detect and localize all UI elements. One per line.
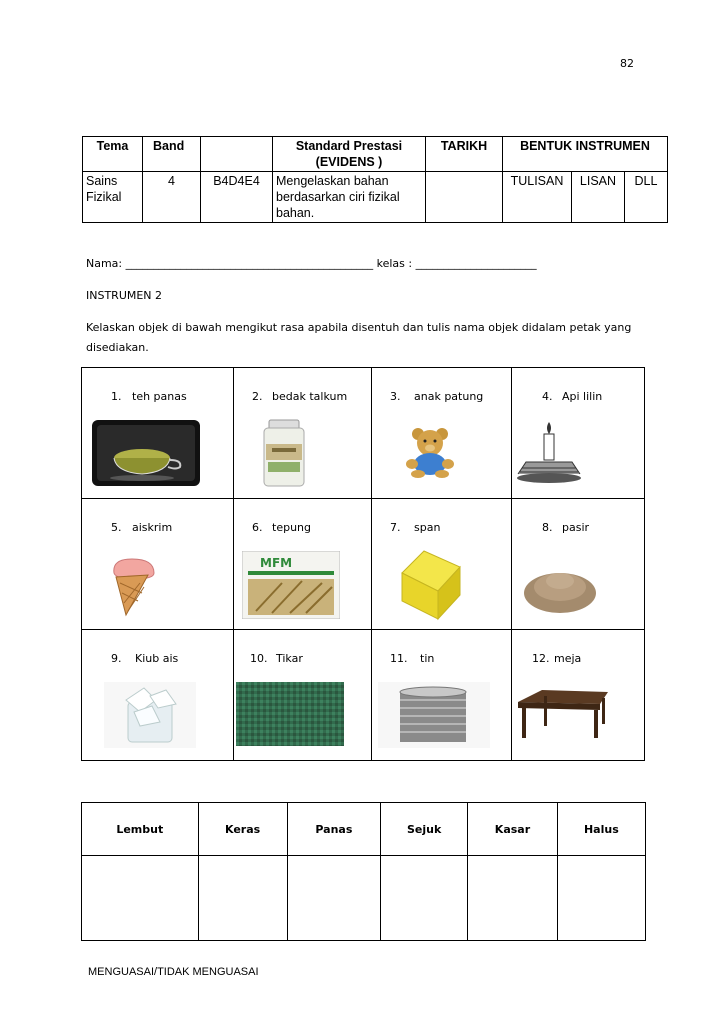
object-cell — [234, 368, 372, 498]
cell-code: B4D4E4 — [201, 172, 273, 223]
object-label: Kiub ais — [135, 652, 179, 665]
object-label: tin — [420, 652, 435, 665]
object-cell — [512, 630, 646, 761]
page-number: 82 — [620, 57, 634, 70]
object-label: teh panas — [132, 390, 187, 403]
teddy-bear-icon — [402, 426, 462, 478]
object-cell — [82, 499, 234, 629]
object-number: 12. — [532, 652, 550, 665]
object-number: 4. — [542, 390, 553, 403]
cell-lisan: LISAN — [572, 172, 625, 223]
name-class-line: Nama: _____________________________________________ kelas : ______________________ — [86, 257, 537, 270]
candle-icon — [514, 418, 584, 488]
object-label: meja — [554, 652, 582, 665]
object-number: 6. — [252, 521, 263, 534]
object-number: 10. — [250, 652, 268, 665]
answer-box-lembut[interactable] — [82, 856, 199, 941]
category-table — [81, 802, 646, 941]
object-label: tepung — [272, 521, 311, 534]
grid-row — [82, 499, 644, 630]
object-cell — [82, 630, 234, 761]
sponge-icon — [394, 549, 464, 623]
object-cell — [512, 368, 646, 498]
object-cell — [234, 630, 372, 761]
object-grid — [81, 367, 645, 761]
category-sejuk: Sejuk — [381, 803, 468, 856]
object-label: span — [414, 521, 441, 534]
header-band: Band — [143, 137, 201, 172]
category-panas: Panas — [287, 803, 380, 856]
cell-tarikh — [426, 172, 503, 223]
table-icon — [512, 684, 612, 744]
cell-tulisan: TULISAN — [503, 172, 572, 223]
object-number: 3. — [390, 390, 401, 403]
svg-text:MFM: MFM — [260, 556, 293, 570]
object-number: 2. — [252, 390, 263, 403]
object-number: 7. — [390, 521, 401, 534]
category-kasar: Kasar — [468, 803, 558, 856]
ice-cream-icon — [108, 555, 160, 619]
header-bentuk-instrumen: BENTUK INSTRUMEN — [503, 137, 668, 172]
object-cell — [372, 630, 512, 761]
cell-band: 4 — [143, 172, 201, 223]
category-lembut: Lembut — [82, 803, 199, 856]
footer-mastery: MENGUASAI/TIDAK MENGUASAI — [88, 966, 259, 978]
object-label: anak patung — [414, 390, 484, 403]
object-label: Tikar — [276, 652, 303, 665]
ice-cubes-icon — [104, 682, 196, 748]
header-tarikh: TARIKH — [426, 137, 503, 172]
sand-icon — [512, 551, 608, 621]
header-table — [82, 136, 668, 223]
object-number: 11. — [390, 652, 408, 665]
object-number: 9. — [111, 652, 122, 665]
flour-bag-icon — [242, 551, 340, 619]
hot-tea-icon — [92, 420, 200, 486]
section-title: INSTRUMEN 2 — [86, 289, 163, 302]
cell-dll: DLL — [625, 172, 668, 223]
object-cell — [234, 499, 372, 629]
header-standard: Standard Prestasi (EVIDENS ) — [273, 137, 426, 172]
object-label: Api lilin — [562, 390, 603, 403]
tin-can-icon — [378, 682, 490, 748]
cell-tema: Sains Fizikal — [83, 172, 143, 223]
answer-box-keras[interactable] — [198, 856, 287, 941]
object-cell — [82, 368, 234, 498]
category-keras: Keras — [198, 803, 287, 856]
object-cell — [512, 499, 646, 629]
talcum-powder-icon — [254, 418, 314, 488]
object-cell — [372, 368, 512, 498]
object-number: 1. — [111, 390, 122, 403]
answer-box-kasar[interactable] — [468, 856, 558, 941]
grid-row — [82, 368, 644, 499]
header-tema: Tema — [83, 137, 143, 172]
mat-icon — [236, 682, 344, 746]
answer-box-panas[interactable] — [287, 856, 380, 941]
header-code — [201, 137, 273, 172]
grid-row — [82, 630, 644, 761]
answer-box-sejuk[interactable] — [381, 856, 468, 941]
object-cell — [372, 499, 512, 629]
cell-standard: Mengelaskan bahan berdasarkan ciri fizikal bahan. — [273, 172, 426, 223]
object-label: pasir — [562, 521, 590, 534]
object-label: bedak talkum — [272, 390, 348, 403]
instruction-line-2: disediakan. — [86, 341, 149, 354]
instruction-line-1: Kelaskan objek di bawah mengikut rasa apabila disentuh dan tulis nama objek didalam petak yang — [86, 321, 632, 334]
answer-box-halus[interactable] — [557, 856, 645, 941]
object-number: 8. — [542, 521, 553, 534]
object-number: 5. — [111, 521, 122, 534]
category-halus: Halus — [557, 803, 645, 856]
object-label: aiskrim — [132, 521, 173, 534]
